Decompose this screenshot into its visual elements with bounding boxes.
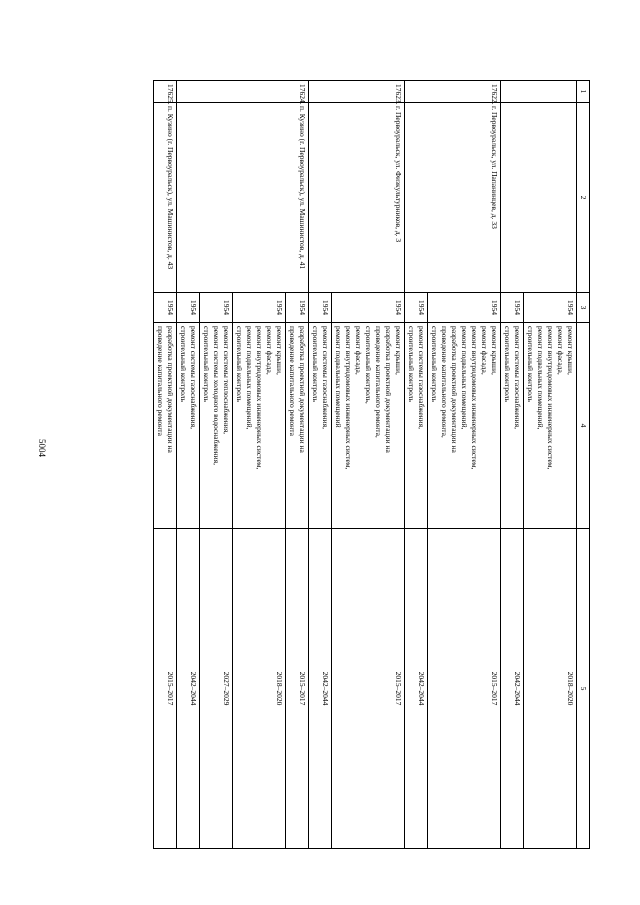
- table-row: [286, 81, 309, 849]
- work-list: [405, 323, 428, 529]
- work-item: проведение капитального ремонта: [288, 326, 297, 436]
- work-item: строительный контроль: [235, 326, 244, 402]
- repair-period: 2042–2044: [309, 529, 332, 849]
- work-item: строительный контроль,: [364, 326, 373, 404]
- header-row: [577, 81, 590, 849]
- work-item: ремонт фасада,: [480, 326, 489, 375]
- work-item: разработка проектной документации на: [166, 326, 175, 453]
- work-list: [286, 323, 309, 529]
- table-body: [154, 81, 577, 849]
- repair-period: 2042–2044: [177, 529, 200, 849]
- work-item: ремонт крыши,: [275, 326, 284, 375]
- work-list: [332, 323, 405, 529]
- build-year: 1954: [332, 293, 405, 323]
- work-item: разработка проектной документации на: [298, 326, 307, 453]
- work-item: ремонт подвальных помещений,: [245, 326, 254, 430]
- work-list: [501, 323, 524, 529]
- row-number: 17624.: [177, 81, 309, 103]
- table-row: [524, 81, 577, 849]
- build-year: 1954: [286, 293, 309, 323]
- work-item: ремонт внутридомовых инженерных систем,: [470, 326, 479, 470]
- work-list: [154, 323, 177, 529]
- building-address: г. Первоуральск, ул. Папанинцев, д. 33: [405, 103, 501, 293]
- work-item: ремонт подвальных помещений,: [536, 326, 545, 430]
- work-list: [200, 323, 233, 529]
- work-item: ремонт фасада,: [556, 326, 565, 375]
- work-list: [428, 323, 501, 529]
- repair-period: 2027–2029: [200, 529, 233, 849]
- work-item: строительный контроль: [202, 326, 211, 402]
- work-item: проведение капитального ремонта,: [374, 326, 383, 438]
- repair-period: 2015–2017: [286, 529, 309, 849]
- work-item: ремонт крыши,: [394, 326, 403, 375]
- work-item: строительный контроль: [311, 326, 320, 402]
- work-item: ремонт системы газоснабжения,: [513, 326, 522, 430]
- build-year: 1954: [177, 293, 200, 323]
- row-number: 17623.: [309, 81, 405, 103]
- repair-period: 2015–2017: [332, 529, 405, 849]
- build-year: 1954: [309, 293, 332, 323]
- work-item: ремонт внутридомовых инженерных систем,: [255, 326, 264, 470]
- repair-period: 2018–2020: [524, 529, 577, 849]
- work-list: [177, 323, 200, 529]
- work-item: ремонт подвальных помещений: [334, 326, 343, 428]
- table-row: [332, 81, 405, 849]
- row-number: 17625.: [154, 81, 177, 103]
- work-item: ремонт крыши,: [566, 326, 575, 375]
- work-item: ремонт фасада,: [265, 326, 274, 375]
- work-item: ремонт подвальных помещений,: [460, 326, 469, 430]
- work-item: проведение капитального ремонта,: [440, 326, 449, 438]
- page-number: 5004: [37, 439, 47, 457]
- work-item: ремонт системы газоснабжения,: [417, 326, 426, 430]
- work-item: строительный контроль: [503, 326, 512, 402]
- work-item: ремонт крыши,: [490, 326, 499, 375]
- rotated-table-container: [87, 80, 590, 848]
- capital-repair-table: [153, 80, 590, 849]
- build-year: 1954: [501, 293, 524, 323]
- header-cell-1: 1: [577, 81, 590, 103]
- work-item: проведение капитального ремонта: [156, 326, 165, 436]
- build-year: 1954: [524, 293, 577, 323]
- header-cell-3: 3: [577, 293, 590, 323]
- building-address: п. Кузино (г. Первоуральск), ул. Машинистов, д. 41: [177, 103, 309, 293]
- work-item: ремонт системы газоснабжения,: [321, 326, 330, 430]
- work-item: ремонт внутридомовых инженерных систем,: [344, 326, 353, 470]
- table-row: [154, 81, 177, 849]
- work-list: [524, 323, 577, 529]
- repair-period: 2042–2044: [405, 529, 428, 849]
- table-row: [428, 81, 501, 849]
- work-item: ремонт внутридомовых инженерных систем,: [546, 326, 555, 470]
- work-item: ремонт системы теплоснабжения,: [222, 326, 231, 435]
- work-item: строительный контроль: [430, 326, 439, 402]
- header-cell-5: 5: [577, 529, 590, 849]
- building-address: п. Кузино (г. Первоуральск), ул. Машинистов, д. 43: [154, 103, 177, 293]
- work-item: строительный контроль: [179, 326, 188, 402]
- work-item: ремонт системы холодного водоснабжения,: [212, 326, 221, 466]
- work-list: [309, 323, 332, 529]
- repair-period: 2018–2020: [233, 529, 286, 849]
- work-item: ремонт фасада,: [354, 326, 363, 375]
- work-item: разработка проектной документации на: [384, 326, 393, 453]
- build-year: 1954: [200, 293, 233, 323]
- header-cell-2: 2: [577, 103, 590, 293]
- build-year: 1954: [154, 293, 177, 323]
- work-item: строительный контроль: [407, 326, 416, 402]
- row-number: [501, 81, 577, 103]
- work-item: разработка проектной документации на: [450, 326, 459, 453]
- work-item: ремонт системы газоснабжения,: [189, 326, 198, 430]
- building-address: [501, 103, 577, 293]
- build-year: 1954: [405, 293, 428, 323]
- repair-period: 2015–2017: [428, 529, 501, 849]
- header-cell-4: 4: [577, 323, 590, 529]
- repair-period: 2015–2017: [154, 529, 177, 849]
- work-item: строительный контроль: [526, 326, 535, 402]
- build-year: 1954: [233, 293, 286, 323]
- build-year: 1954: [428, 293, 501, 323]
- building-address: г. Первоуральск, ул. Физкультурников, д. 3: [309, 103, 405, 293]
- repair-period: 2042–2044: [501, 529, 524, 849]
- row-number: 17622.: [405, 81, 501, 103]
- work-list: [233, 323, 286, 529]
